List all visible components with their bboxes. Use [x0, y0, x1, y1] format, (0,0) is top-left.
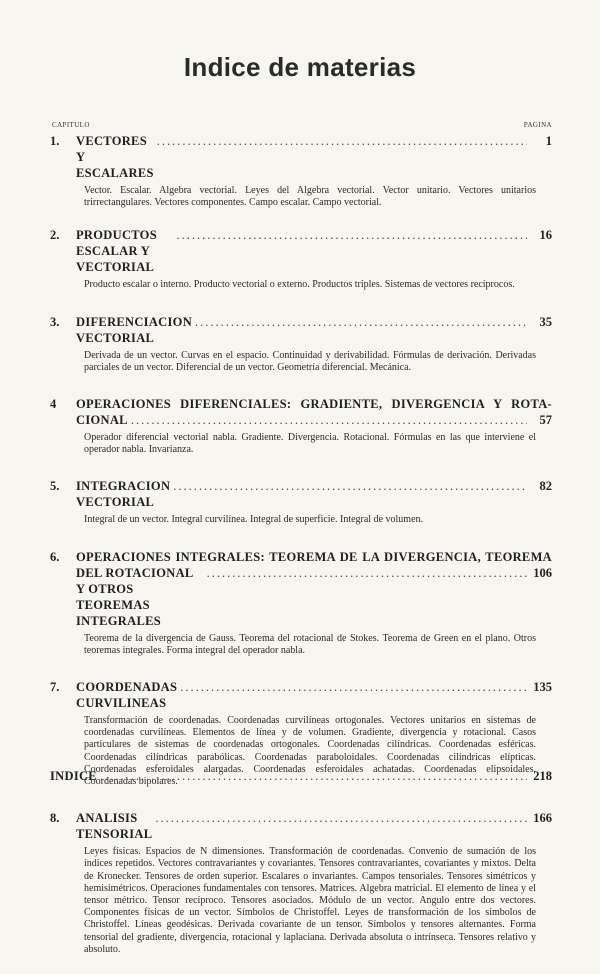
- chapter-title: DIFERENCIACION VECTORIAL: [76, 314, 193, 345]
- chapter-number: 6.: [50, 549, 60, 564]
- dot-leader: [173, 478, 527, 494]
- chapter-number: 3.: [50, 314, 60, 329]
- toc-heading-1[interactable]: [50, 133, 552, 181]
- toc-entry-4: [50, 396, 552, 456]
- toc-heading-3[interactable]: [50, 314, 552, 346]
- toc-entry-2: [50, 227, 552, 291]
- chapter-number: 4: [50, 397, 57, 412]
- toc-entry-6: [50, 549, 552, 657]
- toc-entry-1: [50, 133, 552, 209]
- chapter-page: 135: [533, 680, 552, 695]
- toc-entry-5: [50, 478, 552, 526]
- chapter-page: 35: [539, 314, 552, 329]
- chapter-summary: Derivada de un vector. Curvas en el espacio. Continuidad y derivabilidad. Fórmulas de derivación. Derivadas parciales de un vector. Diferencial de un vector. Geometría diferencial. Mecánica.: [84, 349, 536, 373]
- chapter-title-line-1: OPERACIONES INTEGRALES: TEOREMA DE LA DIVERGENCIA, TEOREMA: [76, 549, 552, 564]
- toc-heading-4-continued[interactable]: [50, 412, 552, 428]
- toc-heading-4[interactable]: [50, 396, 552, 412]
- toc-heading-6[interactable]: [50, 549, 552, 565]
- chapter-page: 16: [539, 228, 552, 243]
- chapter-title-line-1: OPERACIONES DIFERENCIALES: GRADIENTE, DIVERGENCIA Y ROTA-: [76, 397, 552, 412]
- page-column-header: PAGINA: [523, 121, 552, 129]
- chapter-title: ANALISIS TENSORIAL: [76, 811, 153, 842]
- chapter-summary: Integral de un vector. Integral curvilínea. Integral de superficie. Integral de volumen.: [84, 514, 424, 526]
- chapter-page: 106: [533, 565, 552, 580]
- chapter-number: 5.: [50, 479, 60, 494]
- toc-heading-8[interactable]: [50, 810, 552, 842]
- chapter-summary: Vector. Escalar. Algebra vectorial. Leyes del Algebra vectorial. Vector unitario. Vectores unitarios trirrectangulares. Vectores componentes. Campo escalar. Campo vectorial.: [84, 185, 536, 209]
- dot-leader: [157, 133, 527, 149]
- chapter-title: INTEGRACION VECTORIAL: [76, 479, 171, 510]
- page-title: Indice de materias: [183, 52, 417, 82]
- chapter-summary: Leyes físicas. Espacios de N dimensiones. Transformación de coordenadas. Convenio de sumación de los índices repetidos. Vectores contravariantes y covariantes. Tensores contravariantes, covariantes y mixtos. Delta de Kronecker. Tensores de orden superior. Escalares o invariantes. Campos tensoriales. Tensores simétricos y hemisimétricos. Operaciones fundamentales con tensores. Matrices. Algebra matricial. El elemento de línea y el tensor métrico. Tensor recíproco. Tensores asociados. Módulo de un vector. Angulo entre dos vectores. Componentes físicas de un vector. Símbolos de Christoffel. Leyes de transformación de los símbolos de Christoffel. Líneas geodésicas. Derivada covariante de un tensor. Símbolos y tensores alternantes. Forma tensorial del gradiente, divergencia, rotacional y laplaciana. Derivada absoluta o intrínseca. Tensores relativo y absoluto.: [84, 846, 536, 955]
- chapter-summary: Transformación de coordenadas. Coordenadas curvilíneas ortogonales. Vectores unitarios en sistemas de coordenadas curvilíneas. Elementos de línea y de volumen. Gradiente, divergencia y rotacional. Casos particulares de sistemas de coordenadas ortogonales. Coordenadas cilíndricas. Coordenadas esféricas. Coordenadas cilíndricas parabólicas. Coordenadas paraboloidales. Coordenadas cilíndricas elípticas. Coordenadas esferoidales alargadas. Coordenadas esferoidales achatadas. Coordenadas elipsoidales. Coordenadas bipolares.: [84, 715, 536, 788]
- dot-leader: [207, 565, 527, 581]
- chapter-number: 8.: [50, 811, 60, 826]
- chapter-number: 7.: [50, 680, 60, 695]
- toc-heading-6-continued[interactable]: [50, 565, 552, 629]
- chapter-title: COORDENADAS CURVILINEAS: [76, 680, 178, 711]
- toc-heading-5[interactable]: [50, 478, 552, 510]
- dot-leader: [180, 679, 527, 695]
- chapter-summary: Producto escalar o interno. Producto vectorial o externo. Productos triples. Sistemas de vectores recíprocos.: [84, 279, 515, 291]
- chapter-number: 1.: [50, 134, 60, 148]
- chapter-summary: Teorema de la divergencia de Gauss. Teorema del rotacional de Stokes. Teorema de Green en el plano. Otros teoremas integrales. Forma integral del operador nabla.: [84, 632, 536, 656]
- chapter-summary: Operador diferencial vectorial nabla. Gradiente. Divergencia. Rotacional. Fórmulas en las que interviene el operador nabla. Invarianza.: [84, 432, 536, 456]
- chapter-page: 82: [539, 479, 552, 494]
- toc-entry-8: [50, 810, 552, 956]
- chapter-title-line-2: DEL ROTACIONAL Y OTROS TEOREMAS INTEGRALES: [76, 565, 193, 628]
- chapter-number: 2.: [50, 228, 60, 243]
- chapter-page: 1: [545, 134, 552, 148]
- chapter-page: 166: [533, 811, 552, 826]
- chapter-title: PRODUCTOS ESCALAR Y VECTORIAL: [76, 228, 157, 275]
- dot-leader: [176, 227, 527, 243]
- dot-leader: [100, 768, 527, 784]
- toc-entry-index: [50, 768, 552, 784]
- chapter-column-header: CAPITULO: [52, 121, 90, 129]
- index-page: 218: [533, 769, 552, 783]
- toc-heading-index[interactable]: [50, 768, 552, 784]
- toc-heading-2[interactable]: [50, 227, 552, 275]
- dot-leader: [131, 412, 527, 428]
- chapter-page: 57: [539, 413, 552, 428]
- dot-leader: [195, 314, 527, 330]
- toc-entry-3: [50, 314, 552, 374]
- chapter-title: VECTORES Y ESCALARES: [76, 134, 154, 180]
- index-label: INDICE: [50, 769, 97, 783]
- dot-leader: [155, 810, 527, 826]
- chapter-title-line-2: CIONAL: [76, 413, 128, 428]
- toc-heading-7[interactable]: [50, 679, 552, 711]
- table-of-contents: [50, 133, 552, 974]
